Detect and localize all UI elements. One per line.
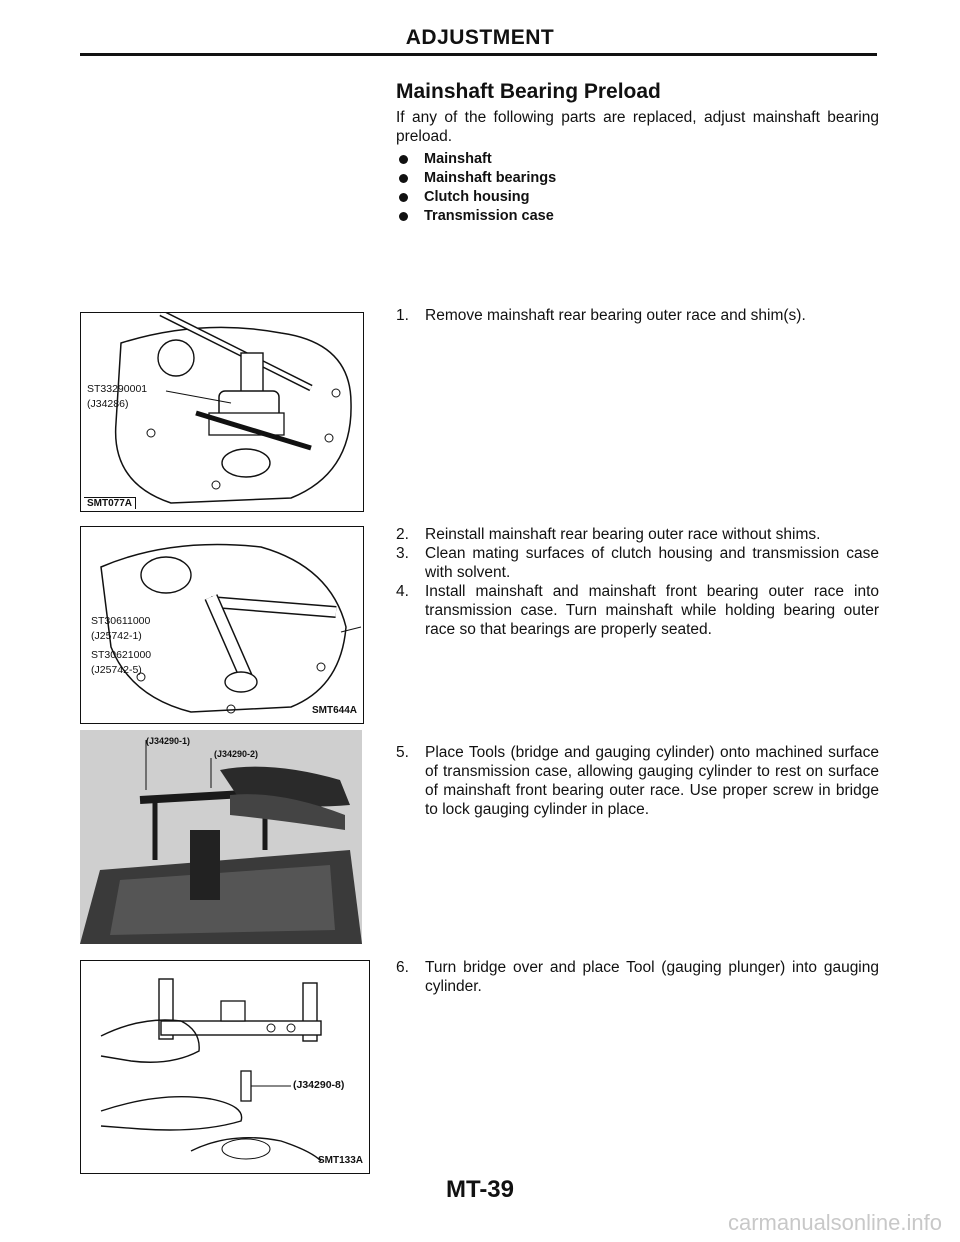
step-4: 4. Install mainshaft and mainshaft front bearing outer race into transmission case. Turn mainshaft while holding bearing outer race so that bearings are properly seated. (396, 583, 879, 638)
gauging-plunger-illustration (81, 961, 369, 1173)
parts-list-item: Clutch housing (396, 188, 879, 207)
figure-smt077a (80, 312, 364, 512)
parts-list-item: Mainshaft (396, 150, 879, 169)
tool-code-label: ST30621000 (91, 649, 152, 661)
tool-code-label: ST33290001 (87, 383, 148, 395)
tool-alt-label: (J25742-5) (91, 664, 142, 676)
parts-list (396, 150, 879, 226)
step-6: 6. Turn bridge over and place Tool (gauging plunger) into gauging cylinder. (396, 959, 879, 995)
figure-caption: SMT644A (311, 705, 357, 716)
section-intro: If any of the following parts are replaced, adjust mainshaft bearing preload. (396, 109, 879, 145)
figure-caption: SMT133A (317, 1155, 363, 1166)
figure-caption: SMT077A (84, 497, 136, 509)
photo-illustration (80, 730, 362, 944)
tool-label: (J34290-1) (146, 736, 191, 746)
bearing-puller-illustration (81, 313, 363, 511)
page-header-title: ADJUSTMENT (405, 26, 555, 49)
figure-photo-gauging-tools (80, 730, 362, 944)
step-5: 5. Place Tools (bridge and gauging cylinder) onto machined surface of transmission case, allowing gauging cylinder to rest on surface of mainshaft front bearing outer race. Use proper screw in bridge to lock gauging cylinder in place. (396, 744, 879, 818)
step-2: 2. Reinstall mainshaft rear bearing outer race without shims. (396, 526, 821, 543)
bullet-icon (399, 212, 408, 221)
tool-code-label: ST30611000 (91, 615, 151, 627)
figure-smt133a (80, 960, 370, 1174)
tool-alt-label: (J34286) (87, 398, 129, 410)
parts-list-item: Mainshaft bearings (396, 169, 879, 188)
tool-label: (J34290-2) (214, 749, 259, 759)
page-number: MT-39 (445, 1176, 514, 1203)
bullet-icon (399, 174, 408, 183)
step-3: 3. Clean mating surfaces of clutch housing and transmission case with solvent. (396, 545, 879, 581)
bullet-icon (399, 193, 408, 202)
header-rule (80, 53, 877, 56)
watermark: carmanualsonline.info (727, 1210, 942, 1235)
parts-list-item: Transmission case (396, 207, 879, 226)
figure-smt644a (80, 526, 364, 724)
tool-alt-label: (J25742-1) (91, 630, 142, 642)
section-title: Mainshaft Bearing Preload (396, 80, 661, 103)
tool-label: (J34290-8) (293, 1079, 345, 1091)
step-1: 1. Remove mainshaft rear bearing outer race and shim(s). (396, 307, 806, 324)
bullet-icon (399, 155, 408, 164)
